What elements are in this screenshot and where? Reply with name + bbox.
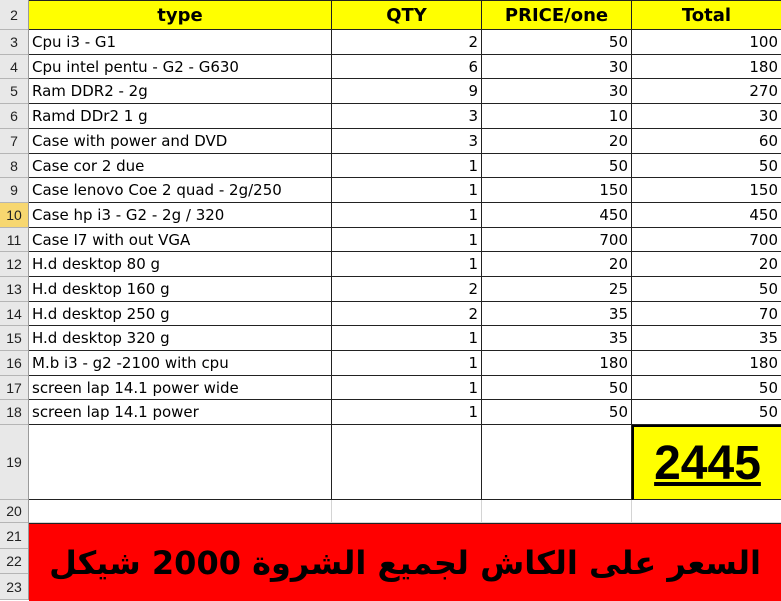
qty-cell[interactable]: 6 bbox=[332, 55, 482, 79]
table-row bbox=[0, 351, 781, 376]
price-cell[interactable]: 50 bbox=[482, 154, 632, 178]
total-cell[interactable]: 100 bbox=[632, 30, 781, 55]
price-cell[interactable]: 50 bbox=[482, 30, 632, 55]
price-cell[interactable]: 20 bbox=[482, 129, 632, 154]
row-number[interactable]: 8 bbox=[0, 154, 28, 178]
price-cell[interactable]: 30 bbox=[482, 55, 632, 79]
type-cell[interactable]: H.d desktop 160 g bbox=[29, 277, 332, 302]
qty-cell[interactable]: 2 bbox=[332, 277, 482, 302]
total-cell[interactable]: 20 bbox=[632, 252, 781, 277]
type-cell[interactable]: H.d desktop 80 g bbox=[29, 252, 332, 277]
header-price-cell[interactable]: PRICE/one bbox=[482, 0, 632, 30]
empty-cell[interactable] bbox=[332, 500, 482, 523]
price-cell[interactable]: 180 bbox=[482, 351, 632, 376]
price-cell[interactable]: 50 bbox=[482, 400, 632, 425]
total-cell[interactable]: 150 bbox=[632, 178, 781, 203]
total-cell[interactable]: 180 bbox=[632, 351, 781, 376]
price-cell[interactable]: 150 bbox=[482, 178, 632, 203]
total-cell[interactable]: 50 bbox=[632, 154, 781, 178]
qty-cell[interactable]: 1 bbox=[332, 228, 482, 252]
price-cell[interactable]: 10 bbox=[482, 104, 632, 129]
type-cell[interactable]: Cpu i3 - G1 bbox=[29, 30, 332, 55]
summary-row bbox=[0, 425, 781, 500]
empty-row bbox=[0, 500, 781, 523]
qty-cell[interactable]: 3 bbox=[332, 104, 482, 129]
header-row bbox=[0, 0, 781, 30]
total-cell[interactable]: 35 bbox=[632, 326, 781, 351]
total-cell[interactable]: 700 bbox=[632, 228, 781, 252]
total-cell[interactable]: 270 bbox=[632, 79, 781, 104]
row-number[interactable]: 5 bbox=[0, 79, 28, 104]
qty-cell[interactable]: 2 bbox=[332, 302, 482, 326]
header-qty-cell[interactable]: QTY bbox=[332, 0, 482, 30]
empty-cell[interactable] bbox=[29, 425, 332, 500]
total-cell[interactable]: 70 bbox=[632, 302, 781, 326]
type-cell[interactable]: Case with power and DVD bbox=[29, 129, 332, 154]
row-number[interactable]: 13 bbox=[0, 277, 28, 302]
total-cell[interactable]: 50 bbox=[632, 400, 781, 425]
type-cell[interactable]: Case I7 with out VGA bbox=[29, 228, 332, 252]
table-row bbox=[0, 79, 781, 104]
total-cell[interactable]: 180 bbox=[632, 55, 781, 79]
row-number[interactable]: 2 bbox=[0, 0, 28, 30]
qty-cell[interactable]: 3 bbox=[332, 129, 482, 154]
row-number[interactable]: 4 bbox=[0, 55, 28, 79]
row-number[interactable]: 9 bbox=[0, 178, 28, 203]
row-number[interactable]: 3 bbox=[0, 30, 28, 55]
qty-cell[interactable]: 1 bbox=[332, 400, 482, 425]
type-cell[interactable]: Cpu intel pentu - G2 - G630 bbox=[29, 55, 332, 79]
table-row bbox=[0, 129, 781, 154]
row-number[interactable]: 23 bbox=[0, 574, 28, 600]
price-cell[interactable]: 25 bbox=[482, 277, 632, 302]
empty-cell[interactable] bbox=[632, 500, 781, 523]
header-type-cell[interactable]: type bbox=[29, 0, 332, 30]
total-cell[interactable]: 50 bbox=[632, 376, 781, 400]
table-row bbox=[0, 277, 781, 302]
empty-cell[interactable] bbox=[29, 500, 332, 523]
row-number[interactable]: 18 bbox=[0, 400, 28, 425]
table-row bbox=[0, 55, 781, 79]
row-number[interactable]: 12 bbox=[0, 252, 28, 277]
table-row bbox=[0, 252, 781, 277]
table-row bbox=[0, 400, 781, 425]
price-cell[interactable]: 35 bbox=[482, 326, 632, 351]
total-cell[interactable]: 50 bbox=[632, 277, 781, 302]
grand-total-cell[interactable]: 2445 bbox=[632, 425, 781, 500]
empty-cell[interactable] bbox=[482, 500, 632, 523]
total-cell[interactable]: 30 bbox=[632, 104, 781, 129]
type-cell[interactable]: M.b i3 - g2 -2100 with cpu bbox=[29, 351, 332, 376]
row-number[interactable]: 6 bbox=[0, 104, 28, 129]
total-cell[interactable]: 60 bbox=[632, 129, 781, 154]
qty-cell[interactable]: 1 bbox=[332, 154, 482, 178]
row-number[interactable]: 20 bbox=[0, 500, 28, 523]
type-cell[interactable]: H.d desktop 320 g bbox=[29, 326, 332, 351]
table-row bbox=[0, 326, 781, 351]
row-number[interactable]: 21 bbox=[0, 523, 28, 549]
qty-cell[interactable]: 1 bbox=[332, 351, 482, 376]
type-cell[interactable]: Case hp i3 - G2 - 2g / 320 bbox=[29, 203, 332, 228]
table-row bbox=[0, 104, 781, 129]
row-number[interactable]: 16 bbox=[0, 351, 28, 376]
empty-cell[interactable] bbox=[332, 425, 482, 500]
table-row bbox=[0, 154, 781, 178]
type-cell[interactable]: Ram DDR2 - 2g bbox=[29, 79, 332, 104]
row-number[interactable]: 22 bbox=[0, 549, 28, 574]
type-cell[interactable]: Ramd DDr2 1 g bbox=[29, 104, 332, 129]
total-cell[interactable]: 450 bbox=[632, 203, 781, 228]
table-row bbox=[0, 302, 781, 326]
qty-cell[interactable]: 9 bbox=[332, 79, 482, 104]
row-number[interactable]: 7 bbox=[0, 129, 28, 154]
cash-price-banner[interactable]: السعر على الكاش لجميع الشروة 2000 شيكل bbox=[29, 523, 781, 601]
qty-cell[interactable]: 1 bbox=[332, 203, 482, 228]
row-number[interactable]: 17 bbox=[0, 376, 28, 400]
row-number[interactable]: 11 bbox=[0, 228, 28, 252]
price-cell[interactable]: 30 bbox=[482, 79, 632, 104]
row-number[interactable]: 14 bbox=[0, 302, 28, 326]
price-cell[interactable]: 50 bbox=[482, 376, 632, 400]
table-row bbox=[0, 376, 781, 400]
type-cell[interactable]: screen lap 14.1 power bbox=[29, 400, 332, 425]
qty-cell[interactable]: 2 bbox=[332, 30, 482, 55]
type-cell[interactable]: Case lenovo Coe 2 quad - 2g/250 bbox=[29, 178, 332, 203]
row-number[interactable]: 19 bbox=[0, 425, 28, 500]
price-cell[interactable]: 35 bbox=[482, 302, 632, 326]
type-cell[interactable]: screen lap 14.1 power wide bbox=[29, 376, 332, 400]
table-row bbox=[0, 203, 781, 228]
qty-cell[interactable]: 1 bbox=[332, 178, 482, 203]
price-cell[interactable]: 20 bbox=[482, 252, 632, 277]
qty-cell[interactable]: 1 bbox=[332, 252, 482, 277]
table-row bbox=[0, 30, 781, 55]
header-total-cell[interactable]: Total bbox=[632, 0, 781, 30]
price-cell[interactable]: 450 bbox=[482, 203, 632, 228]
qty-cell[interactable]: 1 bbox=[332, 326, 482, 351]
table-row bbox=[0, 228, 781, 252]
empty-cell[interactable] bbox=[482, 425, 632, 500]
row-number[interactable]: 15 bbox=[0, 326, 28, 351]
qty-cell[interactable]: 1 bbox=[332, 376, 482, 400]
row-number-selected[interactable]: 10 bbox=[0, 203, 28, 228]
price-cell[interactable]: 700 bbox=[482, 228, 632, 252]
table-row bbox=[0, 178, 781, 203]
type-cell[interactable]: H.d desktop 250 g bbox=[29, 302, 332, 326]
type-cell[interactable]: Case cor 2 due bbox=[29, 154, 332, 178]
